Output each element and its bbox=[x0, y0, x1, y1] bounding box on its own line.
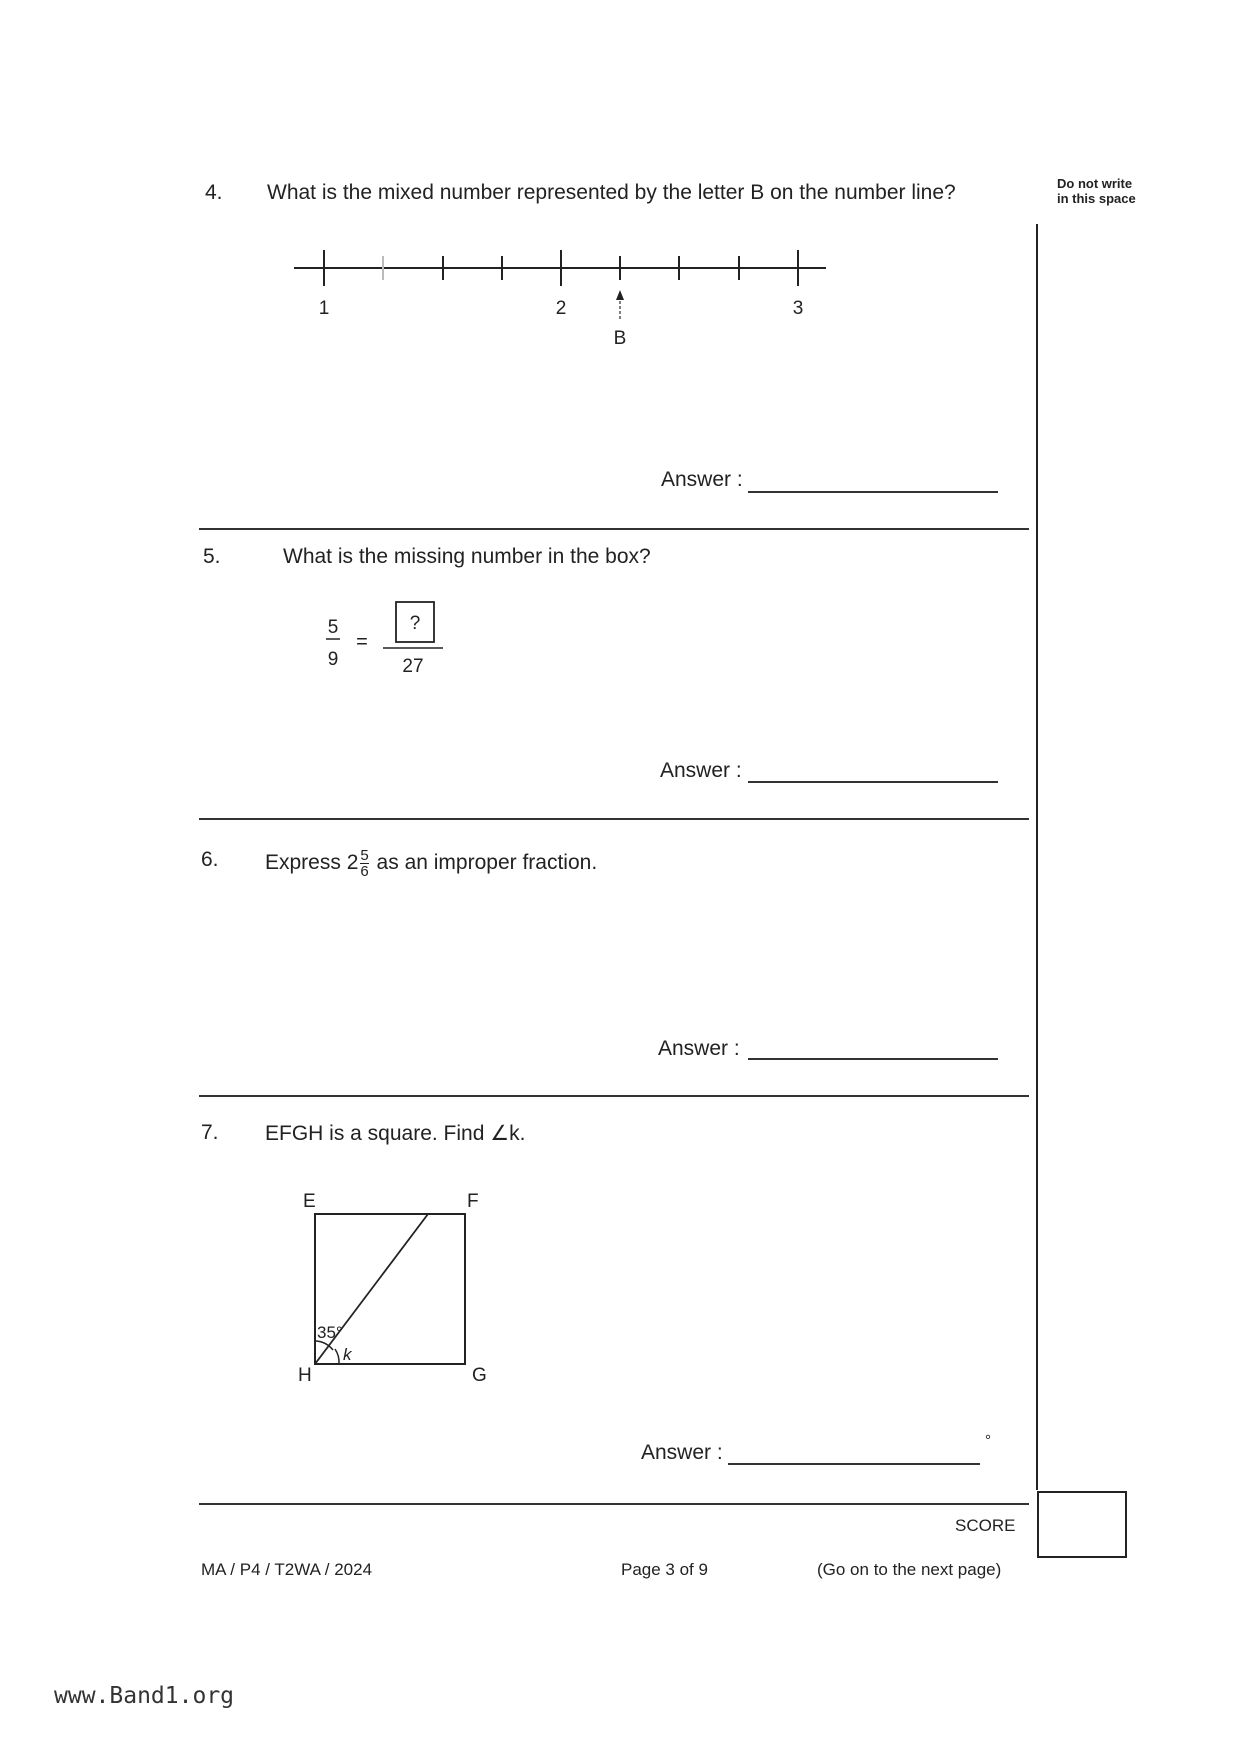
number-line bbox=[280, 240, 840, 360]
question-number: 5. bbox=[203, 545, 221, 568]
degree-unit: ° bbox=[985, 1432, 991, 1449]
svg-text:k: k bbox=[343, 1345, 352, 1364]
watermark: www.Band1.org bbox=[54, 1683, 235, 1709]
answer-field[interactable] bbox=[748, 491, 998, 493]
question-number: 7. bbox=[201, 1121, 219, 1144]
continue-note: (Go on to the next page) bbox=[817, 1560, 1002, 1579]
answer-field[interactable] bbox=[728, 1463, 980, 1465]
svg-text:27: 27 bbox=[402, 656, 424, 677]
answer-label: Answer : bbox=[660, 759, 742, 782]
margin-note: Do not write in this space bbox=[1057, 176, 1136, 206]
question-text: EFGH is a square. Find ∠k. bbox=[265, 1122, 526, 1145]
answer-field[interactable] bbox=[748, 781, 998, 783]
svg-text:F: F bbox=[467, 1191, 479, 1212]
section-divider bbox=[199, 1503, 1029, 1505]
svg-text:H: H bbox=[298, 1365, 312, 1386]
paper-code: MA / P4 / T2WA / 2024 bbox=[201, 1560, 373, 1579]
tick-label: 2 bbox=[555, 298, 567, 319]
score-box[interactable] bbox=[1037, 1491, 1127, 1558]
arrow-head-icon bbox=[616, 290, 624, 300]
question-number: 4. bbox=[205, 181, 223, 204]
tick-label: 1 bbox=[318, 298, 330, 319]
svg-text:E: E bbox=[303, 1191, 316, 1212]
score-label: SCORE bbox=[955, 1516, 1016, 1535]
question-text: What is the mixed number represented by the letter B on the number line? bbox=[267, 181, 956, 204]
answer-label: Answer : bbox=[661, 468, 743, 491]
tick-label: 3 bbox=[792, 298, 804, 319]
svg-text:G: G bbox=[472, 1365, 487, 1386]
svg-text:=: = bbox=[356, 631, 368, 653]
section-divider bbox=[199, 818, 1029, 820]
answer-label: Answer : bbox=[658, 1037, 740, 1060]
section-divider bbox=[199, 528, 1029, 530]
page-number: Page 3 of 9 bbox=[621, 1560, 708, 1579]
svg-text:5: 5 bbox=[327, 617, 339, 638]
svg-text:?: ? bbox=[409, 613, 421, 634]
svg-text:9: 9 bbox=[327, 649, 339, 670]
square-figure bbox=[290, 1185, 500, 1395]
answer-field[interactable] bbox=[748, 1058, 998, 1060]
fraction-equation bbox=[315, 598, 455, 678]
section-divider bbox=[199, 1095, 1029, 1097]
question-text: What is the missing number in the box? bbox=[283, 545, 651, 568]
pointer-label: B bbox=[613, 328, 627, 349]
answer-label: Answer : bbox=[641, 1441, 723, 1464]
svg-text:35°: 35° bbox=[317, 1323, 343, 1342]
margin-divider bbox=[1036, 224, 1038, 1490]
question-text: Express 2 $\frac{5}{6}$ as an improper fraction. bbox=[265, 847, 598, 880]
question-number: 6. bbox=[201, 848, 219, 871]
